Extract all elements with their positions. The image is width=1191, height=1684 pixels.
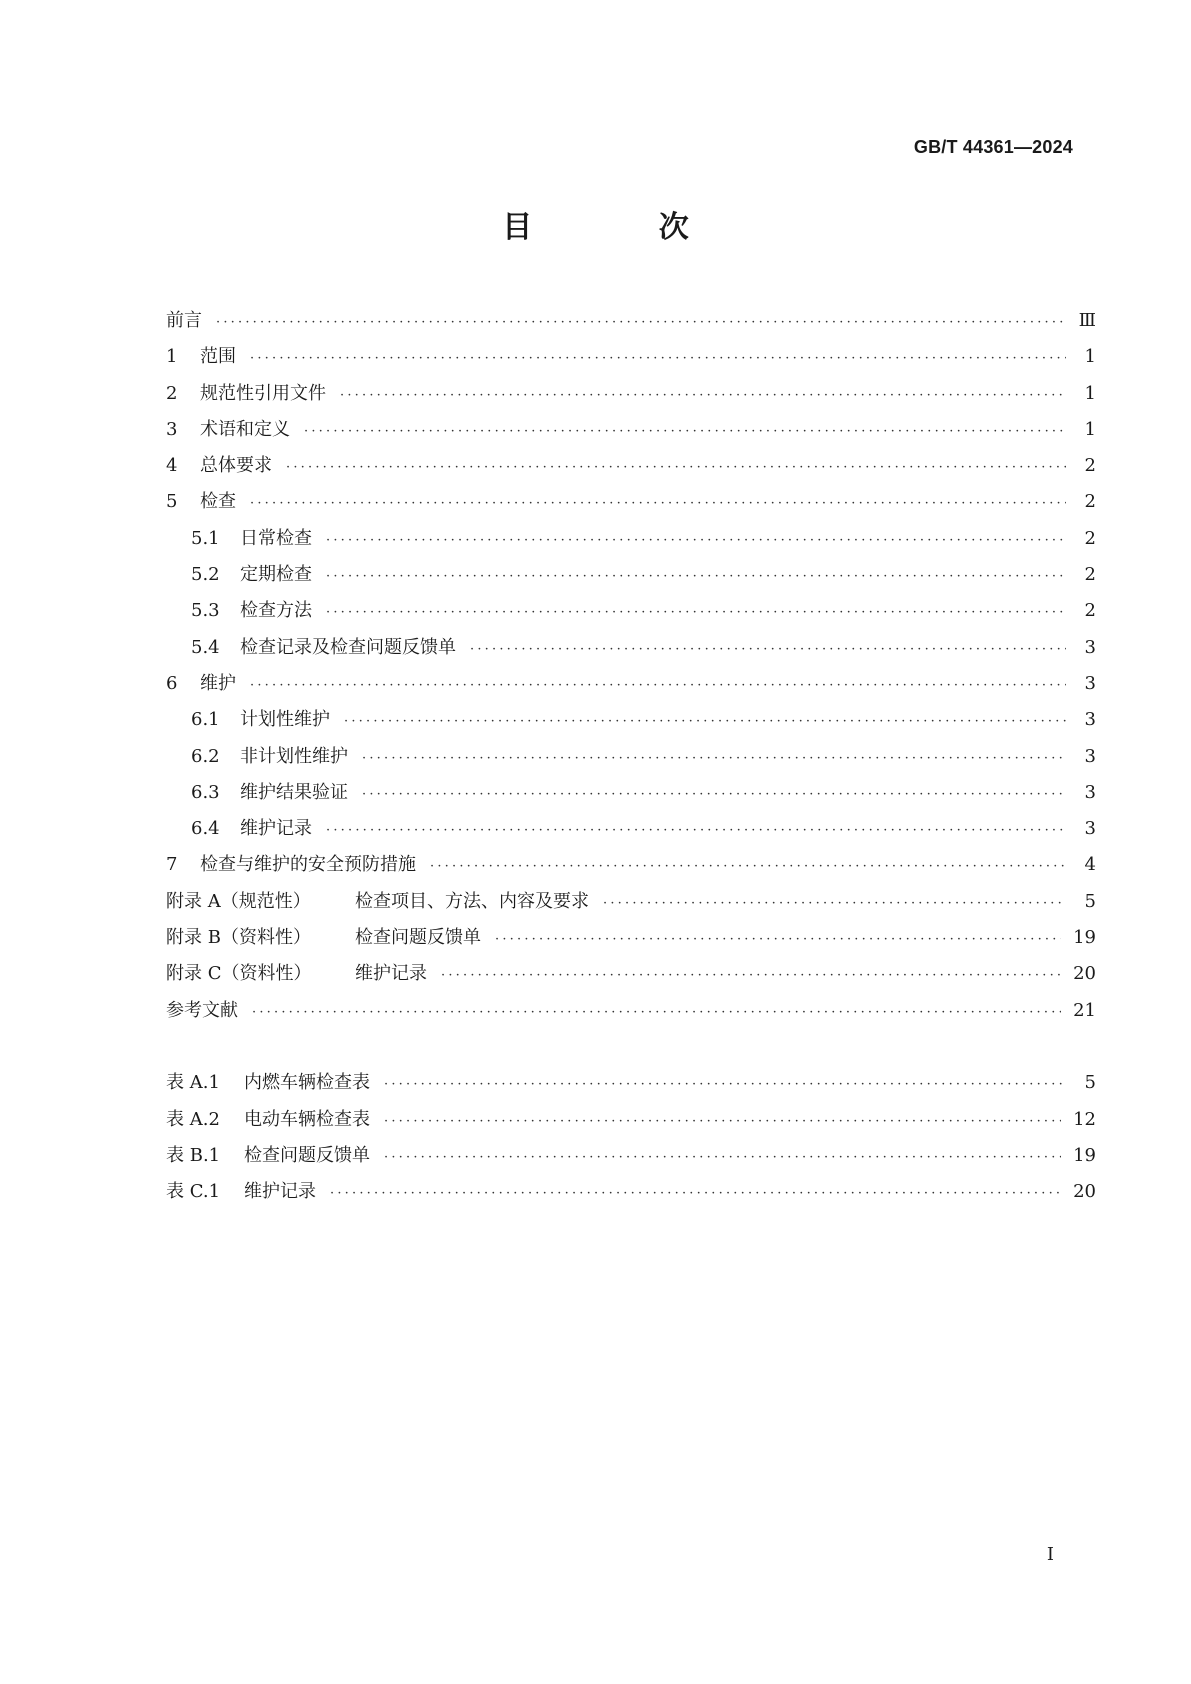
appendix-number: 附录 B（资料性） — [166, 927, 311, 949]
toc-number: 6 — [166, 672, 178, 694]
table-number: 表 B.1 — [166, 1144, 221, 1166]
table-number: 表 A.2 — [166, 1108, 220, 1130]
leader-dots — [470, 632, 1066, 668]
leader-dots — [326, 813, 1066, 849]
toc-entry[interactable] — [166, 484, 1096, 520]
toc-label: 检查问题反馈单 — [355, 927, 481, 949]
toc-number: 4 — [166, 455, 178, 477]
toc-number: 5 — [166, 491, 178, 513]
toc-label: 日常检查 — [240, 527, 312, 549]
toc-page-number: 2 — [1084, 600, 1096, 622]
toc-entry[interactable] — [166, 666, 1096, 702]
toc-subentry[interactable] — [166, 775, 1096, 811]
leader-dots — [250, 668, 1066, 704]
toc-label: 计划性维护 — [240, 709, 330, 731]
leader-dots — [252, 995, 1061, 1031]
toc-label: 维护记录 — [244, 1181, 316, 1203]
toc-label: 内燃车辆检查表 — [244, 1072, 370, 1094]
leader-dots — [250, 486, 1066, 522]
toc-number: 2 — [166, 382, 178, 404]
toc-page-number: 3 — [1084, 636, 1096, 658]
toc-label: 检查与维护的安全预防措施 — [200, 854, 416, 876]
toc-number: 5.4 — [191, 636, 220, 658]
toc-subentry[interactable] — [166, 811, 1096, 847]
toc-page-number: 12 — [1073, 1108, 1096, 1130]
toc-page-number: 1 — [1084, 382, 1096, 404]
toc-label: 检查问题反馈单 — [244, 1144, 370, 1166]
standard-number: GB/T 44361—2024 — [913, 137, 1073, 157]
leader-dots — [330, 1176, 1061, 1212]
toc-table-entry[interactable] — [166, 1138, 1096, 1174]
toc-subentry[interactable] — [166, 739, 1096, 775]
toc-entry[interactable] — [166, 303, 1096, 339]
toc-label: 前言 — [166, 310, 202, 331]
toc-label: 检查 — [200, 491, 236, 513]
table-number: 表 A.1 — [166, 1072, 220, 1094]
toc-label: 范围 — [200, 346, 236, 368]
leader-dots — [362, 741, 1066, 777]
toc-number: 1 — [166, 346, 178, 368]
toc-number: 5.3 — [191, 600, 220, 622]
toc-appendix-entry[interactable] — [166, 884, 1096, 920]
toc-table-entry[interactable] — [166, 1065, 1096, 1101]
toc-page-number: 3 — [1084, 745, 1096, 767]
section-gap — [166, 1029, 1096, 1065]
toc-subentry[interactable] — [166, 521, 1096, 557]
toc-label: 检查项目、方法、内容及要求 — [355, 890, 589, 912]
toc-label: 定期检查 — [240, 564, 312, 586]
page-folio: I — [1046, 1544, 1054, 1565]
toc-subentry[interactable] — [166, 702, 1096, 738]
toc-entry[interactable] — [166, 376, 1096, 412]
leader-dots — [384, 1140, 1061, 1176]
toc-number: 3 — [166, 418, 178, 440]
toc-page-number: 3 — [1084, 818, 1096, 840]
toc-entry[interactable] — [166, 993, 1096, 1029]
toc-entry[interactable] — [166, 448, 1096, 484]
toc-entry[interactable] — [166, 339, 1096, 375]
toc-page-number: 2 — [1084, 491, 1096, 513]
leader-dots — [304, 414, 1066, 450]
toc-page-number: Ⅲ — [1078, 310, 1096, 331]
toc-page-number: 5 — [1084, 890, 1096, 912]
leader-dots — [441, 958, 1061, 994]
toc-subentry[interactable] — [166, 630, 1096, 666]
toc-entry[interactable] — [166, 847, 1096, 883]
toc-page-number: 21 — [1073, 999, 1096, 1021]
leader-dots — [362, 777, 1066, 813]
toc-page-number: 5 — [1084, 1072, 1096, 1094]
toc-label: 维护结果验证 — [240, 781, 348, 803]
toc-label: 总体要求 — [200, 455, 272, 477]
toc-page-number: 3 — [1084, 709, 1096, 731]
toc-subentry[interactable] — [166, 593, 1096, 629]
toc-table-entry[interactable] — [166, 1174, 1096, 1210]
leader-dots — [603, 886, 1066, 922]
toc-label: 检查方法 — [240, 600, 312, 622]
leader-dots — [326, 559, 1066, 595]
table-number: 表 C.1 — [166, 1181, 221, 1203]
leader-dots — [326, 523, 1066, 559]
toc-appendix-entry[interactable] — [166, 956, 1096, 992]
toc-number: 6.3 — [191, 781, 220, 803]
toc-number: 6.4 — [191, 818, 220, 840]
toc-number: 5.2 — [191, 564, 220, 586]
leader-dots — [286, 450, 1066, 486]
toc-page-number: 3 — [1084, 672, 1096, 694]
toc-page-number: 1 — [1084, 418, 1096, 440]
toc-number: 7 — [166, 854, 178, 876]
toc-subentry[interactable] — [166, 557, 1096, 593]
toc-label: 术语和定义 — [200, 418, 290, 440]
toc-page-number: 2 — [1084, 455, 1096, 477]
toc-page-number: 20 — [1073, 963, 1096, 985]
leader-dots — [326, 595, 1066, 631]
leader-dots — [250, 341, 1066, 377]
toc-label: 参考文献 — [166, 999, 238, 1021]
toc-number: 5.1 — [191, 527, 220, 549]
appendix-number: 附录 A（规范性） — [166, 890, 311, 912]
toc-number: 6.2 — [191, 745, 220, 767]
toc-table-entry[interactable] — [166, 1102, 1096, 1138]
toc-label: 非计划性维护 — [240, 745, 348, 767]
toc-label: 维护记录 — [355, 963, 427, 985]
toc-page-number: 19 — [1073, 927, 1096, 949]
leader-dots — [384, 1067, 1066, 1103]
toc-page-number: 4 — [1084, 854, 1096, 876]
page-title: 目 次 — [502, 210, 747, 245]
leader-dots — [495, 922, 1061, 958]
toc-page-number: 20 — [1073, 1181, 1096, 1203]
toc-entry[interactable] — [166, 412, 1096, 448]
leader-dots — [384, 1104, 1061, 1140]
table-of-contents — [166, 303, 1096, 1210]
toc-label: 检查记录及检查问题反馈单 — [240, 636, 456, 658]
toc-number: 6.1 — [191, 709, 220, 731]
toc-label: 维护 — [200, 672, 236, 694]
toc-page-number: 2 — [1084, 564, 1096, 586]
toc-label: 维护记录 — [240, 818, 312, 840]
appendix-number: 附录 C（资料性） — [166, 963, 312, 985]
leader-dots — [340, 378, 1066, 414]
toc-label: 电动车辆检查表 — [244, 1108, 370, 1130]
leader-dots — [216, 305, 1066, 341]
toc-page-number: 1 — [1084, 346, 1096, 368]
toc-page-number: 2 — [1084, 527, 1096, 549]
toc-label: 规范性引用文件 — [200, 382, 326, 404]
leader-dots — [430, 849, 1066, 885]
toc-appendix-entry[interactable] — [166, 920, 1096, 956]
toc-page-number: 19 — [1073, 1144, 1096, 1166]
toc-page-number: 3 — [1084, 781, 1096, 803]
leader-dots — [344, 704, 1066, 740]
